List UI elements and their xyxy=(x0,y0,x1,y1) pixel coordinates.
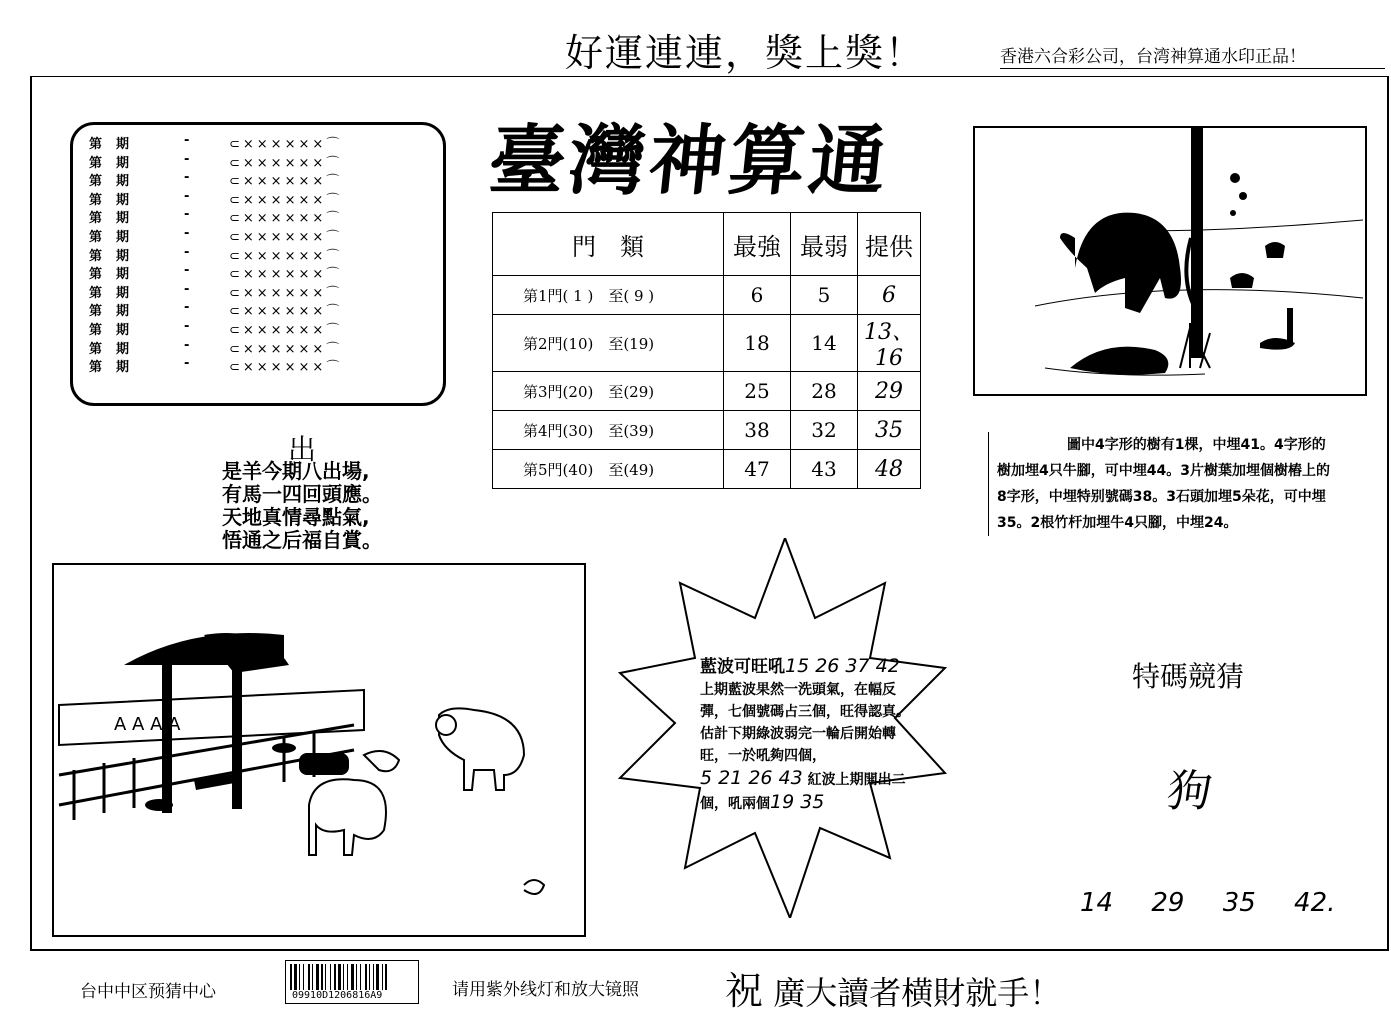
record-period: 期 xyxy=(116,211,130,227)
record-marks: ⊂××××××⌒ xyxy=(229,341,343,357)
header-slogan: 好運連連，獎上獎！ xyxy=(565,31,926,75)
riddle-text: 圖中4字形的樹有1棵，中埋41。4字形的樹加埋4只牛腳，可中埋44。3片樹葉加埋個樹樁上的 8字形，中埋特别號碼38。3石頭加埋5朵花，可中埋35。2根竹杆加埋牛4只腳，中埋24。 xyxy=(988,432,1337,536)
record-dash: - xyxy=(184,151,190,167)
record-marks: ⊂××××××⌒ xyxy=(229,192,343,208)
star-text xyxy=(700,655,920,815)
barcode-text: 09910D1206816A9 xyxy=(292,990,383,1001)
record-period: 期 xyxy=(116,192,130,208)
record-row xyxy=(89,170,343,190)
record-dash: - xyxy=(184,207,190,223)
table-row xyxy=(493,450,921,489)
poem-line: 有馬一四回頭應。 xyxy=(222,482,382,506)
table-row xyxy=(493,315,921,372)
buffalo-scene-icon xyxy=(975,128,1365,394)
footer-center-name: 台中中区预猜中心 xyxy=(80,982,216,1002)
record-dash: - xyxy=(184,244,190,260)
record-period: 期 xyxy=(116,267,130,283)
special-numbers: 14 29 35 42. xyxy=(1080,888,1336,918)
record-list xyxy=(70,122,446,406)
record-period: 期 xyxy=(116,304,130,320)
record-dash: - xyxy=(184,319,190,334)
row-given: 35 xyxy=(858,411,921,450)
record-marks: ⊂××××××⌒ xyxy=(229,211,343,227)
row-given: 29 xyxy=(858,372,921,411)
header-category: 門 類 xyxy=(493,213,724,276)
record-period: 期 xyxy=(116,155,130,171)
record-period: 期 xyxy=(116,323,130,338)
record-marks: ⊂××××××⌒ xyxy=(229,155,343,171)
footer-uv-note: 请用紫外线灯和放大镜照 xyxy=(452,980,639,1000)
record-row xyxy=(89,226,343,245)
header-watermark-note: 香港六合彩公司，台湾神算通水印正品！ xyxy=(1000,47,1306,67)
record-prefix: 第 xyxy=(89,137,103,152)
row-strong: 47 xyxy=(724,450,791,489)
record-period: 期 xyxy=(116,341,130,357)
record-dash: - xyxy=(184,356,190,372)
record-marks: ⊂××××××⌒ xyxy=(229,267,343,283)
record-dash: - xyxy=(184,263,190,279)
record-row xyxy=(89,337,343,357)
record-prefix: 第 xyxy=(89,155,103,171)
header-weak: 最弱 xyxy=(791,213,858,276)
record-dash: - xyxy=(184,226,190,241)
record-marks: ⊂××××××⌒ xyxy=(229,304,343,320)
row-weak: 5 xyxy=(791,276,858,315)
star-red-line xyxy=(700,767,920,815)
record-row xyxy=(89,244,343,264)
table-row xyxy=(493,276,921,315)
record-dash: - xyxy=(184,170,190,186)
footer-bless-text: 廣大讀者横財就手！ xyxy=(773,974,1062,1012)
record-row xyxy=(89,356,343,376)
record-marks: ⊂××××××⌒ xyxy=(229,137,343,152)
special-title: 特碼競猜 xyxy=(1132,660,1245,693)
star-body: 上期藍波果然一洗頭氣，在幅反彈，七個號碼占三個，旺得認真。估計下期綠波弱完一輪后開始轉旺，一於吼夠四個， xyxy=(700,682,910,764)
record-period: 期 xyxy=(116,285,130,301)
record-prefix: 第 xyxy=(89,323,103,338)
record-dash: - xyxy=(184,188,190,204)
record-period: 期 xyxy=(116,360,130,376)
row-given: 48 xyxy=(858,450,921,489)
row-weak: 14 xyxy=(791,315,858,372)
row-weak: 43 xyxy=(791,450,858,489)
sheep-scene-icon xyxy=(54,565,584,935)
record-row xyxy=(89,263,343,283)
row-category: 第2門(10) 至(19) xyxy=(493,315,724,372)
svg-text:A A A A: A A A A xyxy=(114,714,181,735)
record-prefix: 第 xyxy=(89,341,103,357)
record-marks: ⊂××××××⌒ xyxy=(229,323,343,338)
row-category: 第3門(20) 至(29) xyxy=(493,372,724,411)
row-category: 第1門( 1 ) 至( 9 ) xyxy=(493,276,724,315)
record-marks: ⊂××××××⌒ xyxy=(229,230,343,245)
footer-bless-char: 祝 xyxy=(725,969,764,1013)
record-row xyxy=(89,319,343,338)
record-marks: ⊂××××××⌒ xyxy=(229,248,343,264)
record-marks: ⊂××××××⌒ xyxy=(229,360,343,376)
record-period: 期 xyxy=(116,137,130,152)
row-given: 6 xyxy=(858,276,921,315)
row-strong: 6 xyxy=(724,276,791,315)
row-strong: 18 xyxy=(724,315,791,372)
header-given: 提供 xyxy=(858,213,921,276)
table-header-row xyxy=(493,213,921,276)
record-period: 期 xyxy=(116,174,130,190)
page-title: 臺灣神算通 xyxy=(484,116,895,205)
header-strong: 最強 xyxy=(724,213,791,276)
record-prefix: 第 xyxy=(89,211,103,227)
poem-line: 是羊今期八出場, xyxy=(222,459,370,483)
star-lead-nums: 15 26 37 42 xyxy=(785,655,900,677)
sheep-illustration xyxy=(52,563,586,937)
record-dash: - xyxy=(184,281,190,297)
record-prefix: 第 xyxy=(89,360,103,376)
table-row xyxy=(493,372,921,411)
row-category: 第5門(40) 至(49) xyxy=(493,450,724,489)
row-category: 第4門(30) 至(39) xyxy=(493,411,724,450)
record-prefix: 第 xyxy=(89,192,103,208)
record-period: 期 xyxy=(116,248,130,264)
star-red-text: 紅波上期開出二個，吼兩個 xyxy=(700,772,906,812)
poem-line: 悟通之后福自賞。 xyxy=(222,528,382,552)
poem-line: 天地真情尋點氣, xyxy=(222,505,370,529)
star-lead xyxy=(700,655,920,679)
record-period: 期 xyxy=(116,230,130,245)
special-zodiac: 狗 xyxy=(1163,766,1215,817)
record-prefix: 第 xyxy=(89,285,103,301)
record-marks: ⊂××××××⌒ xyxy=(229,285,343,301)
record-prefix: 第 xyxy=(89,230,103,245)
record-dash: - xyxy=(184,337,190,353)
star-tail-nums: 19 35 xyxy=(770,791,825,813)
row-given: 13、16 xyxy=(858,315,921,372)
row-strong: 25 xyxy=(724,372,791,411)
record-row xyxy=(89,281,343,301)
record-row xyxy=(89,151,343,171)
door-table xyxy=(492,212,921,489)
header-underline xyxy=(1000,68,1385,69)
record-marks: ⊂××××××⌒ xyxy=(229,174,343,190)
record-row xyxy=(89,300,343,320)
record-prefix: 第 xyxy=(89,304,103,320)
row-weak: 32 xyxy=(791,411,858,450)
record-dash: - xyxy=(184,300,190,316)
poem-text xyxy=(222,460,382,552)
record-row xyxy=(89,188,343,208)
star-lead-text: 藍波可旺吼 xyxy=(700,657,785,677)
record-dash: - xyxy=(184,133,190,148)
buffalo-illustration xyxy=(973,126,1367,396)
poem-heading: 出 xyxy=(288,433,317,466)
footer-blessing xyxy=(725,960,1061,1015)
star-red-nums: 5 21 26 43 xyxy=(700,767,803,789)
record-row xyxy=(89,133,343,152)
record-prefix: 第 xyxy=(89,267,103,283)
record-prefix: 第 xyxy=(89,174,103,190)
row-strong: 38 xyxy=(724,411,791,450)
record-prefix: 第 xyxy=(89,248,103,264)
record-row xyxy=(89,207,343,227)
table-row xyxy=(493,411,921,450)
row-weak: 28 xyxy=(791,372,858,411)
